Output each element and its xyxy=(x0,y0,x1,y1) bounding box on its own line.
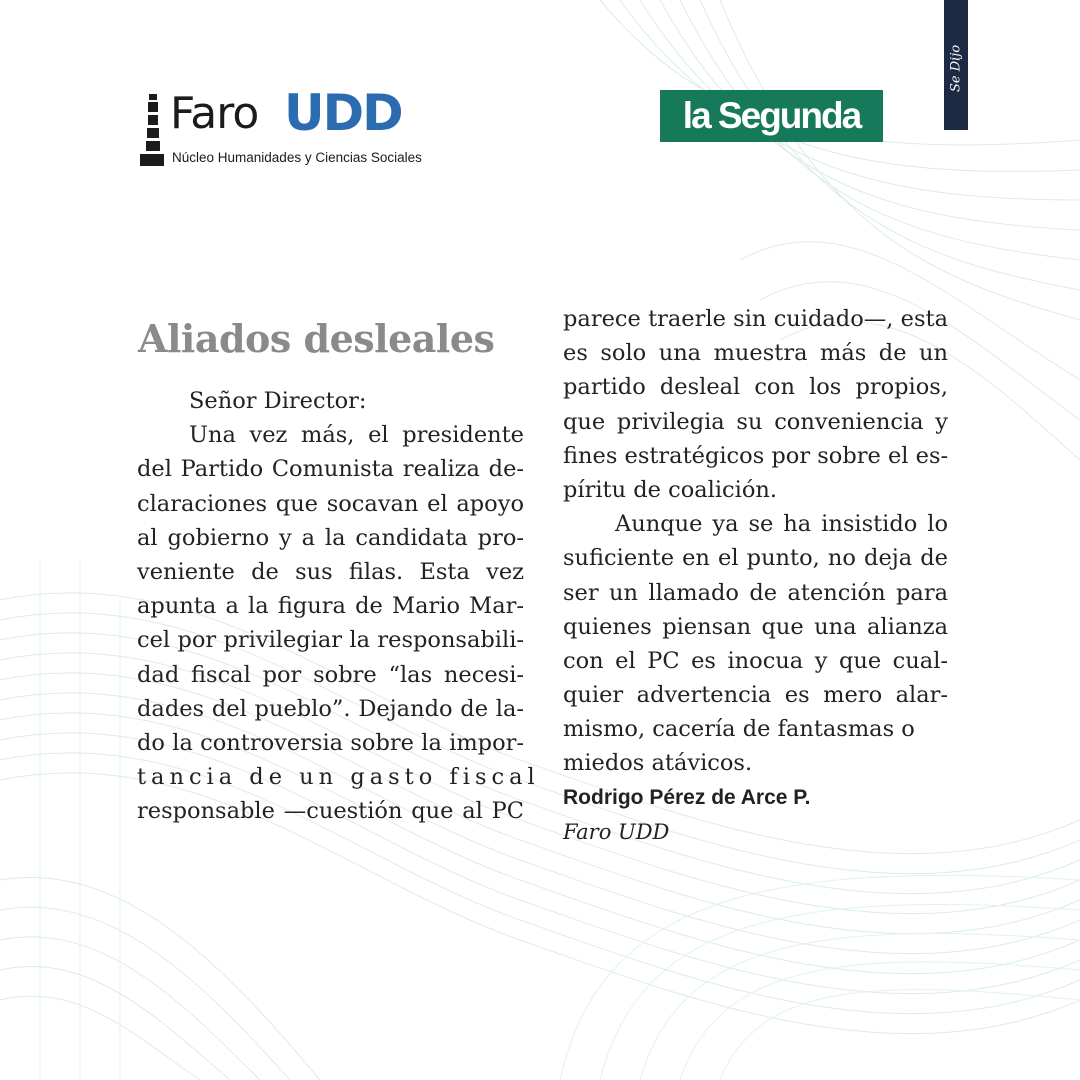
text-line: partido desleal con los propios, xyxy=(563,374,948,401)
section-tab-label: Se Dijo xyxy=(948,44,964,92)
text-line: dad fiscal por sobre “las necesi- xyxy=(137,661,524,688)
text-line: quier advertencia es mero alar- xyxy=(563,682,948,709)
text-line: dades del pueblo”. Dejando de la- xyxy=(137,695,524,722)
text-line: responsable —cuestión que al PC xyxy=(137,798,524,825)
text-line: Aunque ya se ha insistido lo xyxy=(615,511,948,538)
text-line: do la controversia sobre la impor- xyxy=(137,729,524,756)
logo-subtitle: Núcleo Humanidades y Ciencias Sociales xyxy=(172,150,422,165)
text-line: tancia de un gasto fiscal xyxy=(137,764,540,791)
text-line: Una vez más, el presidente xyxy=(189,422,524,449)
text-line: al gobierno y a la candidata pro- xyxy=(137,524,524,551)
text-line: parece traerle sin cuidado—, esta xyxy=(563,306,948,332)
udd-wordmark: UDD xyxy=(284,84,402,142)
faro-wordmark: Faro xyxy=(170,88,259,139)
lighthouse-icon xyxy=(138,90,166,168)
text-line: con el PC es inocua y que cual- xyxy=(563,647,948,674)
article-column-right xyxy=(563,302,948,849)
text-line: miedos atávicos. xyxy=(563,750,753,777)
text-line: es solo una muestra más de un xyxy=(563,340,948,367)
text-line: veniente de sus filas. Esta vez xyxy=(137,558,524,585)
signature-name: Rodrigo Pérez de Arce P. xyxy=(563,785,811,809)
text-line: píritu de coalición. xyxy=(563,476,778,503)
text-line: apunta a la figura de Mario Mar- xyxy=(137,593,524,620)
faro-udd-logo xyxy=(138,84,422,172)
text-line: ser un llamado de atención para xyxy=(563,579,948,606)
text-line: fines estratégicos por sobre el es- xyxy=(563,442,949,469)
text-line: claraciones que socavan el apoyo xyxy=(137,490,524,517)
text-line: quienes piensan que una alianza xyxy=(563,613,948,640)
signature-organization: Faro UDD xyxy=(563,819,670,844)
text-line: suficiente en el punto, no deja de xyxy=(563,545,948,572)
text-line: cel por privilegiar la responsabili- xyxy=(137,627,524,654)
article-column-left xyxy=(137,384,540,828)
la-segunda-logo: la Segunda xyxy=(660,90,883,142)
text-line: Señor Director: xyxy=(189,388,367,414)
text-line: mismo, cacería de fantasmas o xyxy=(563,716,915,743)
article-headline: Aliados desleales xyxy=(138,316,495,361)
text-line: que privilegia su conveniencia y xyxy=(563,408,948,435)
text-line: del Partido Comunista realiza de- xyxy=(137,456,524,483)
